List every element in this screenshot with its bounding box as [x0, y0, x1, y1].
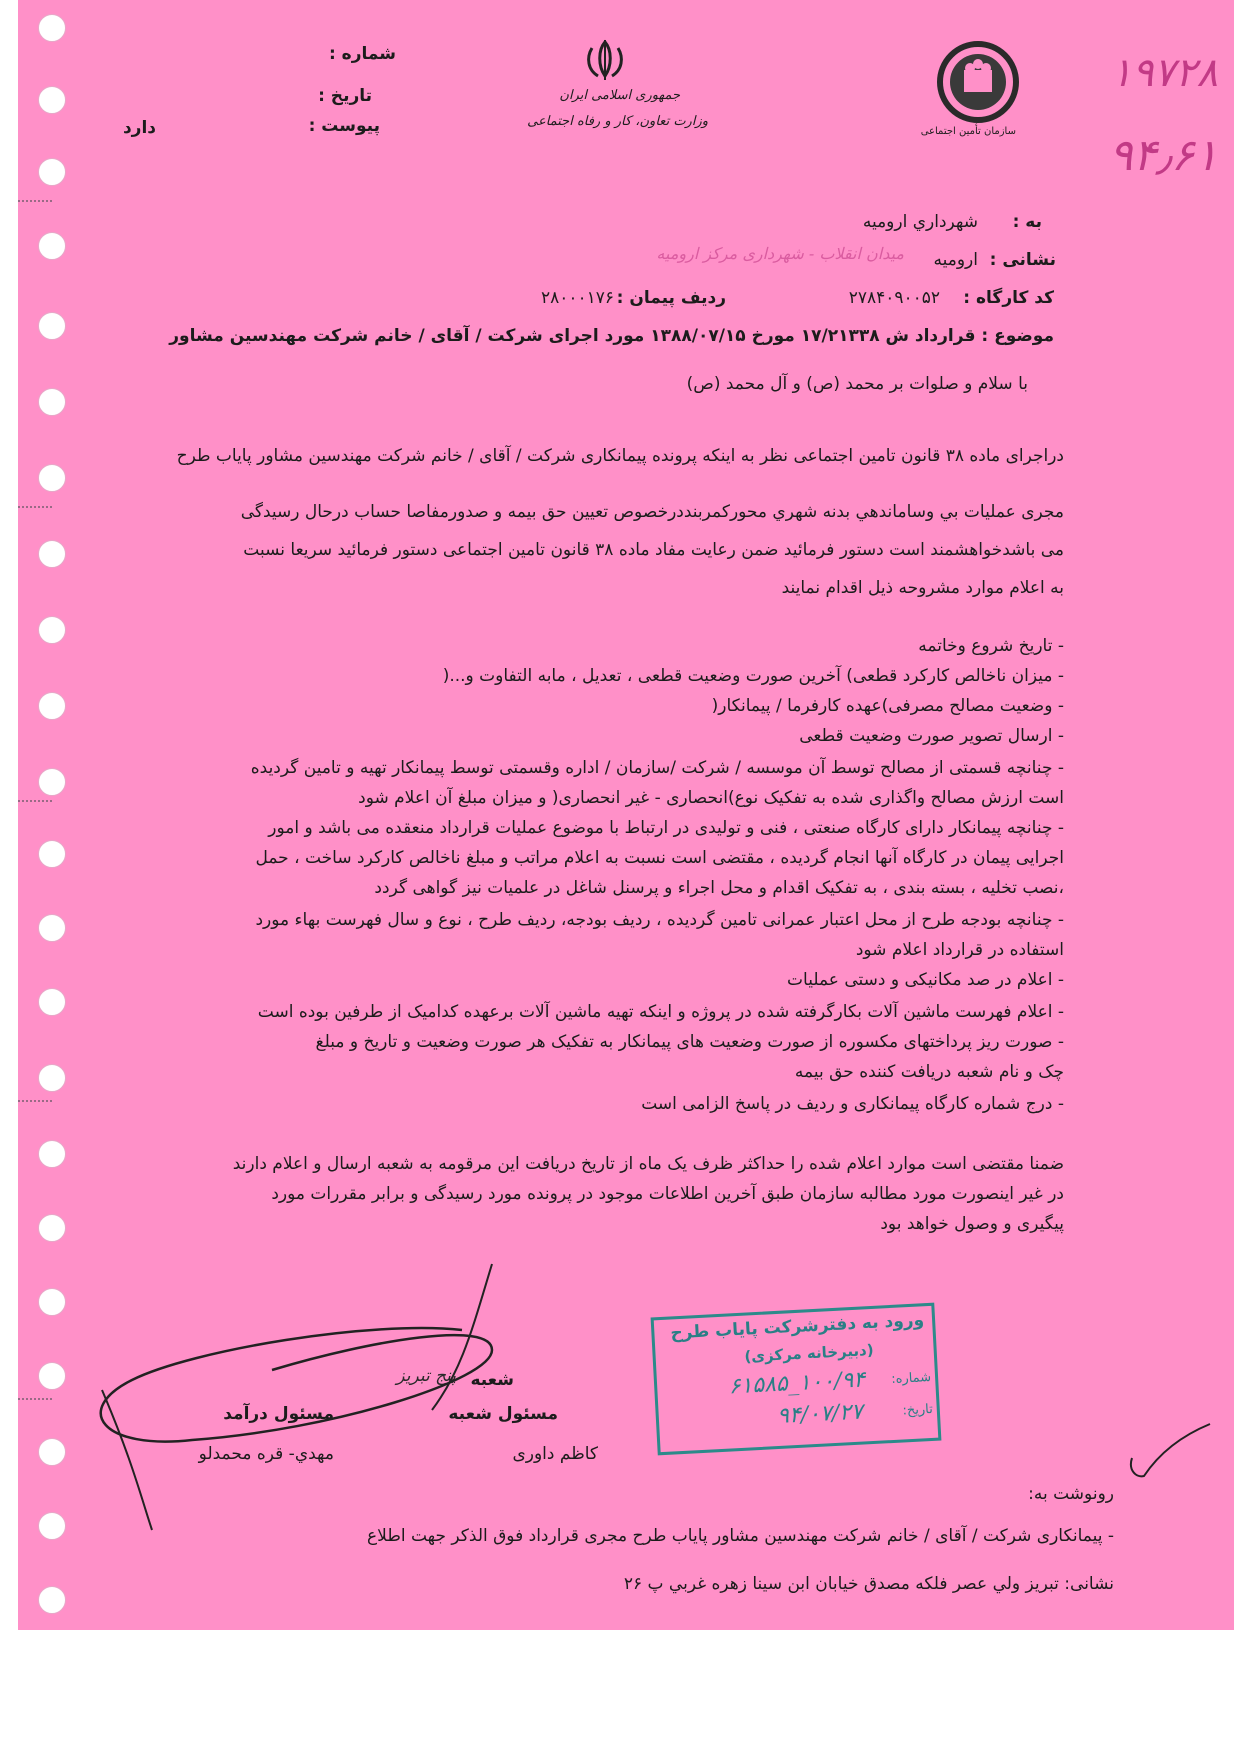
emblem-line-2: وزارت تعاون، کار و رفاه اجتماعی — [527, 114, 708, 129]
social-security-logo-icon — [928, 40, 1028, 130]
stamp-subtitle: (دبیرخانه مرکزی) — [743, 1340, 875, 1366]
iran-emblem-icon — [580, 38, 630, 82]
perforation-mark — [18, 1100, 52, 1110]
signature-scribble — [72, 1260, 512, 1540]
feed-hole — [38, 1064, 66, 1092]
perforation-mark — [18, 506, 52, 516]
list-item: ،نصب تخلیه ، بسته بندی ، به تفکیک اقدام و محل اجراء و پرسنل شاغل در علمیات نیز گواهی گردد — [374, 878, 1064, 898]
body-line: می باشدخواهشمند است دستور فرمائید ضمن رعایت مفاد ماده ۳۸ قانون تامین اجتماعی دستور فرمائید سریعا نسبت — [243, 540, 1064, 560]
body-line: مجری عملیات بي وساماندهي بدنه شهري محورکمربنددرخصوص تعیین حق بیمه و صدورمفاصا حساب درحال رسیدگی — [240, 502, 1064, 522]
feed-hole — [38, 14, 66, 42]
stamp-title: ورود به دفترشرکت پایاب طرح — [669, 1310, 925, 1344]
feed-hole — [38, 1586, 66, 1614]
feed-hole — [38, 768, 66, 796]
list-item: استفاده در قرارداد اعلام شود — [855, 940, 1064, 960]
feed-hole — [38, 86, 66, 114]
feed-hole — [38, 616, 66, 644]
list-item: - اعلام در صد مکانیکی و دستی عملیات — [787, 970, 1064, 990]
closing-line: پیگیری و وصول خواهد بود — [880, 1214, 1064, 1234]
feed-hole — [38, 840, 66, 868]
list-item: اجرایی پیمان در کارگاه آنها انجام گردیده ، مقتضی است نسبت به اعلام مراتب و مبلغ ناخالص کارکرد ساخت ، حمل — [255, 848, 1064, 868]
feed-hole — [38, 1362, 66, 1390]
list-item: - چنانچه بودجه طرح از محل اعتبار عمرانی تامین گردیده ، ردیف بودجه، ردیف طرح ، نوع و سال فهرست بهاء مورد — [255, 910, 1064, 930]
branch-head-name: کاظم داوری — [512, 1444, 598, 1464]
handwritten-number: ۹۴٫۶۱ — [1109, 130, 1218, 181]
list-item: است ارزش مصالح واگذاری شده به تفکیک نوع)انحصاری - غیر انحصاری( و میزان مبلغ آن اعلام شود — [358, 788, 1064, 808]
copies-line: - پیمانکاری شرکت / آقای / خانم شرکت مهندسین مشاور پایاب طرح مجری قرارداد فوق الذکر جهت اطلاع — [367, 1526, 1114, 1546]
branch-head-title: مسئول شعبه — [448, 1404, 558, 1424]
attachment-value: دارد — [122, 118, 156, 138]
list-item: - میزان ناخالص کارکرد قطعی) آخرین صورت وضعیت قطعی ، تعدیل ، مابه التفاوت و...( — [442, 666, 1064, 686]
stamp-date-value: ۹۴/۰۷/۲۷ — [776, 1399, 864, 1430]
subject-line: موضوع : قرارداد ش ۱۷/۲۱۳۳۸ مورخ ۱۳۸۸/۰۷/۱۵ مورد اجرای شرکت / آقای / خانم شرکت مهندسین مشاور — [169, 326, 1054, 346]
branch-label: شعبه — [470, 1370, 514, 1390]
workshop-code-value: ۲۷۸۴۰۹۰۰۵۲ — [848, 288, 940, 308]
list-item: - اعلام فهرست ماشین آلات بکارگرفته شده در پروژه و اینکه تهیه ماشین آلات برعهده کدامیک از طرفین بوده است — [257, 1002, 1064, 1022]
copies-label: رونوشت به: — [1028, 1484, 1114, 1504]
closing-line: در غیر اینصورت مورد مطالبه سازمان طبق آخرین اطلاعات موجود در پرونده مورد رسیدگی و برابر مقررات مورد — [271, 1184, 1064, 1204]
stamp-number-value: ۱۰۰/۹۴_۶۱۵۸۵ — [728, 1367, 866, 1400]
feed-hole — [38, 1140, 66, 1168]
list-item: - صورت ریز پرداختهای مکسوره از صورت وضعیت های پیمانکار به تفکیک هر صورت وضعیت و تاریخ و مبلغ — [315, 1032, 1064, 1052]
list-item: - تاریخ شروع وخاتمه — [918, 636, 1064, 656]
feed-hole — [38, 988, 66, 1016]
perforation-mark — [18, 800, 52, 810]
feed-hole — [38, 464, 66, 492]
address-handwritten: میدان انقلاب - شهرداری مرکز ارومیه — [656, 244, 904, 263]
feed-hole — [38, 1288, 66, 1316]
list-item: - وضعیت مصالح مصرفی)عهده کارفرما / پیمانکار( — [711, 696, 1064, 716]
to-value: شهرداري اروميه — [862, 212, 978, 232]
body-line: به اعلام موارد مشروحه ذیل اقدام نمایند — [781, 578, 1064, 598]
feed-hole — [38, 158, 66, 186]
feed-hole — [38, 1512, 66, 1540]
perforation-mark — [18, 1398, 52, 1408]
stamp-number-label: شماره: — [890, 1369, 932, 1388]
checkmark-icon — [1126, 1418, 1216, 1488]
list-item: - چنانچه پیمانکار دارای کارگاه صنعتی ، فنی و تولیدی در ارتباط با موضوع عملیات قرارداد منعقده می باشد و امور — [268, 818, 1064, 838]
feed-hole — [38, 1214, 66, 1242]
contract-row-label: ردیف پیمان : — [616, 288, 726, 308]
list-item: - درج شماره کارگاه پیمانکاری و ردیف در پاسخ الزامی است — [641, 1094, 1064, 1114]
revenue-title: مسئول درآمد — [223, 1404, 334, 1424]
feed-hole — [38, 232, 66, 260]
body-line: دراجرای ماده ۳۸ قانون تامین اجتماعی نظر به اینکه پرونده پیمانکاری شرکت / آقای / خانم شرکت مهندسین مشاور پایاب طرح — [176, 446, 1064, 466]
branch-name: پنج تبریز — [396, 1366, 456, 1386]
emblem-line-1: جمهوری اسلامی ایران — [559, 88, 680, 103]
address-value: اروميه — [933, 250, 978, 270]
receipt-stamp — [651, 1303, 942, 1456]
to-label: به : — [1012, 212, 1042, 232]
revenue-name: مهدي- قره محمدلو — [198, 1444, 334, 1464]
stamp-date-label: تاریخ: — [902, 1401, 934, 1419]
closing-line: ضمنا مقتضی است موارد اعلام شده را حداکثر ظرف یک ماه از تاریخ دریافت این مرقومه به شعبه ارسال و اعلام دارند — [232, 1154, 1064, 1174]
list-item: - ارسال تصویر صورت وضعیت قطعی — [799, 726, 1064, 746]
feed-hole — [38, 914, 66, 942]
contract-row-value: ۲۸۰۰۰۱۷۶ — [540, 288, 614, 308]
feed-hole — [38, 540, 66, 568]
feed-hole — [38, 1438, 66, 1466]
feed-hole — [38, 312, 66, 340]
handwritten-number: ۱۹۷۲۸ — [1110, 50, 1218, 96]
greeting: با سلام و صلوات بر محمد (ص) و آل محمد (ص) — [686, 374, 1028, 394]
address-label: نشانی : — [989, 250, 1056, 270]
copies-address: نشانی: تبریز ولي عصر فلکه مصدق خیابان ابن سینا زهره غربي پ ۲۶ — [623, 1574, 1114, 1594]
workshop-code-label: کد کارگاه : — [963, 288, 1054, 308]
feed-hole — [38, 388, 66, 416]
tractor-feed-strip — [18, 0, 78, 1630]
letter-sheet — [18, 0, 1234, 1630]
feed-hole — [38, 692, 66, 720]
logo-caption: سازمان تأمین اجتماعی — [920, 126, 1016, 137]
list-item: - چنانچه قسمتی از مصالح توسط آن موسسه / شرکت /سازمان / اداره وقسمتی توسط پیمانکار تهیه و تامین گردیده — [250, 758, 1064, 778]
attachment-label: پیوست : — [308, 116, 380, 136]
number-label: شماره : — [328, 44, 396, 64]
national-emblem — [527, 38, 708, 148]
date-label: تاریخ : — [318, 86, 372, 106]
organization-logo — [920, 40, 1028, 150]
list-item: چک و نام شعبه دریافت کننده حق بیمه — [794, 1062, 1064, 1082]
perforation-mark — [18, 200, 52, 210]
